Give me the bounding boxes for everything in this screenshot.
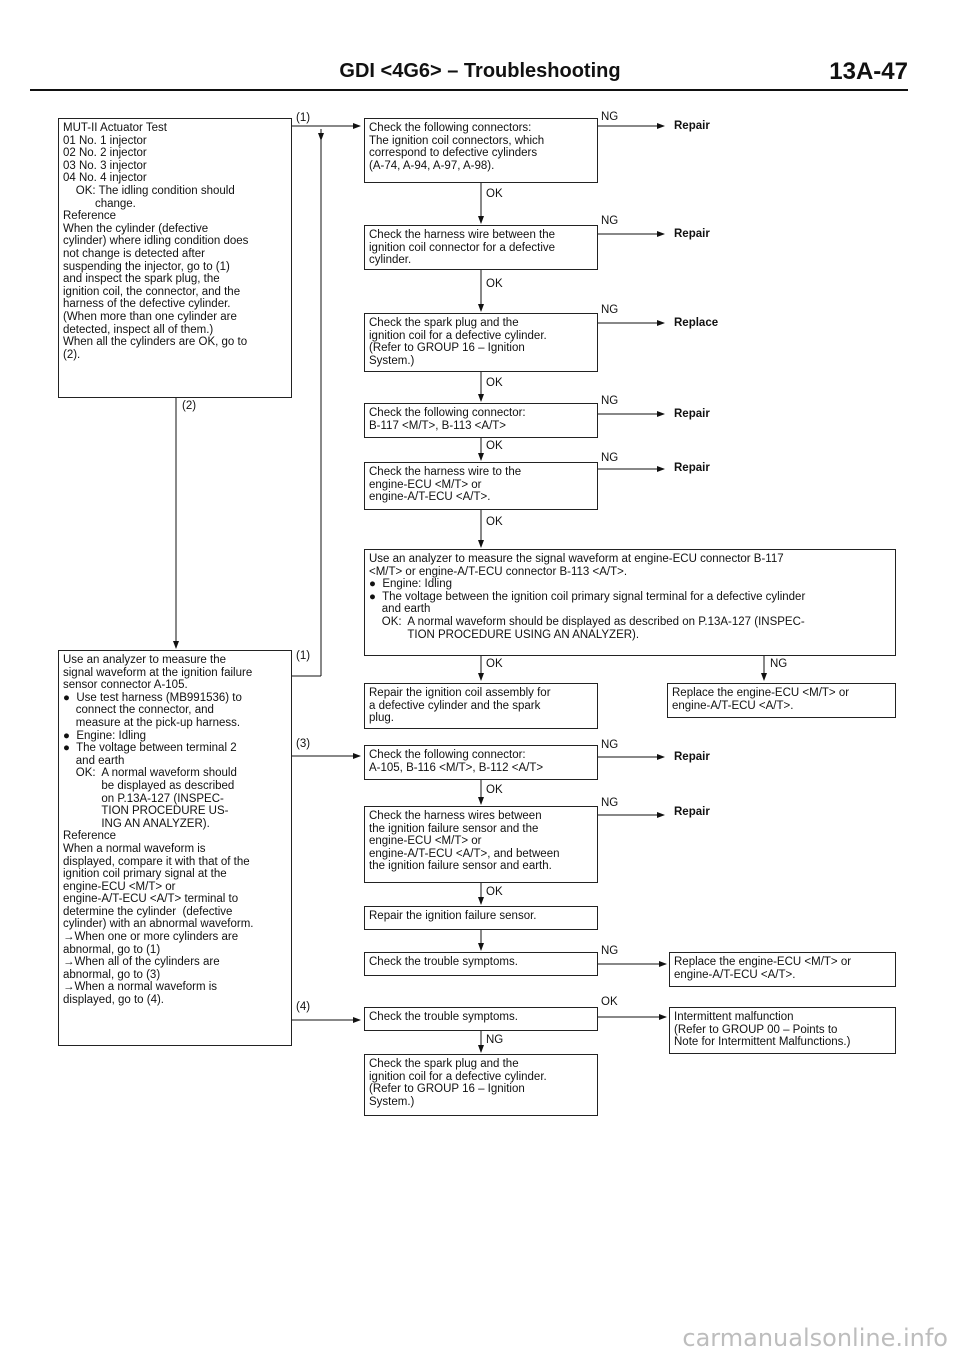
ng-label: NG — [770, 658, 788, 670]
check-spark-plug-box-2: Check the spark plug and the ignition coil for a defective cylinder. (Refer to GROUP 16 – Ignition System.) — [364, 1054, 598, 1116]
branch-label-4: (4) — [296, 1001, 311, 1013]
ng-label: NG — [601, 452, 619, 464]
replace-ecu-box-2: Replace the engine-ECU <M/T> or engine-A/T-ECU <A/T>. — [669, 952, 896, 987]
ok-label: OK — [486, 377, 503, 389]
check-trouble-box-2: Check the trouble symptoms. — [364, 1007, 598, 1031]
ng-label: NG — [601, 797, 619, 809]
branch-label-3: (3) — [296, 738, 311, 750]
ok-label: OK — [486, 886, 503, 898]
branch-label-1: (1) — [296, 112, 311, 124]
ng-label: NG — [601, 739, 619, 751]
result-repair: Repair — [674, 120, 710, 132]
ng-label: NG — [601, 945, 619, 957]
check-harness-coil-box: Check the harness wire between the ignition coil connector for a defective cylinder. — [364, 225, 598, 270]
repair-failure-sensor-box: Repair the ignition failure sensor. — [364, 906, 598, 930]
result-repair: Repair — [674, 228, 710, 240]
ng-label: NG — [601, 304, 619, 316]
ok-label: OK — [486, 278, 503, 290]
check-harness-ecu-box: Check the harness wire to the engine-ECU <M/T> or engine-A/T-ECU <A/T>. — [364, 462, 598, 510]
ok-label: OK — [486, 440, 503, 452]
ok-label: OK — [486, 188, 503, 200]
check-trouble-box-1: Check the trouble symptoms. — [364, 952, 598, 976]
check-connector-a105-box: Check the following connector: A-105, B-116 <M/T>, B-112 <A/T> — [364, 745, 598, 780]
result-repair: Repair — [674, 462, 710, 474]
result-repair: Repair — [674, 806, 710, 818]
mut-actuator-test-box: MUT-II Actuator Test 01 No. 1 injector 02 No. 2 injector 03 No. 3 injector 04 No. 4 injector OK: The idling condition should change. Reference When the cylinder (defective cylinder) where idling condition does not change is detected after suspending the injector, go to (1) and inspect the spark plug, the ignition coil, the connector, and the harness of the defective cylinder. (When more than one cylinder are detected, inspect all of them.) When all the cylinders are OK, go to (2). — [58, 118, 292, 398]
branch-label-1b: (1) — [296, 650, 311, 662]
ng-label: NG — [601, 395, 619, 407]
analyzer-failure-sensor-box: Use an analyzer to measure the signal waveform at the ignition failure sensor connector A-105. ● Use test harness (MB991536) to connect the connector, and measure at the pick-up harness. ● Engine: Idling ● The voltage between terminal 2 and earth OK: A normal waveform should be displayed as described on P.13A-127 (INSPEC- TION PROCEDURE US- ING AN ANALYZER). Reference When a normal waveform is displayed, compare it with that of the ignition coil primary signal at the engine-ECU <M/T> or engine-A/T-ECU <A/T> terminal to determine the cylinder (defective cylinder) with an abnormal waveform. →When one or more cylinders are abnormal, go to (1) →When all of the cylinders are abnormal, go to (3) →When a normal waveform is displayed, go to (4). — [58, 650, 292, 1046]
ok-label: OK — [601, 996, 618, 1008]
intermittent-malfunction-box: Intermittent malfunction (Refer to GROUP 00 – Points to Note for Intermittent Malfunctions.) — [669, 1007, 896, 1054]
check-spark-plug-box-1: Check the spark plug and the ignition coil for a defective cylinder. (Refer to GROUP 16 – Ignition System.) — [364, 313, 598, 372]
ok-label: OK — [486, 784, 503, 796]
branch-label-2: (2) — [182, 400, 197, 412]
result-repair: Repair — [674, 751, 710, 763]
analyzer-ecu-box: Use an analyzer to measure the signal waveform at engine-ECU connector B-117 <M/T> or engine-A/T-ECU connector B-113 <A/T>. ● Engine: Idling ● The voltage between the ignition coil primary signal terminal for a defective cylinder and earth OK: A normal waveform should be displayed as described on P.13A-127 (INSPEC- TION PROCEDURE USING AN ANALYZER). — [364, 549, 896, 656]
ng-label: NG — [486, 1034, 504, 1046]
page-title: GDI <4G6> – Troubleshooting — [339, 60, 621, 82]
result-repair: Repair — [674, 408, 710, 420]
ok-label: OK — [486, 516, 503, 528]
ng-label: NG — [601, 111, 619, 123]
check-harness-failure-sensor-box: Check the harness wires between the ignition failure sensor and the engine-ECU <M/T> or engine-A/T-ECU <A/T>, and between the ignition failure sensor and earth. — [364, 806, 598, 883]
page-number: 13A-47 — [829, 58, 908, 85]
ng-label: NG — [601, 215, 619, 227]
watermark: carmanualsonline.info — [682, 1324, 948, 1352]
ok-label: OK — [486, 658, 503, 670]
check-connector-b117-box: Check the following connector: B-117 <M/T>, B-113 <A/T> — [364, 403, 598, 438]
replace-ecu-box-1: Replace the engine-ECU <M/T> or engine-A/T-ECU <A/T>. — [667, 683, 896, 718]
check-coil-connectors-box: Check the following connectors: The ignition coil connectors, which correspond to defective cylinders (A-74, A-94, A-97, A-98). — [364, 118, 598, 183]
result-replace: Replace — [674, 317, 719, 329]
repair-coil-assembly-box: Repair the ignition coil assembly for a defective cylinder and the spark plug. — [364, 683, 598, 729]
